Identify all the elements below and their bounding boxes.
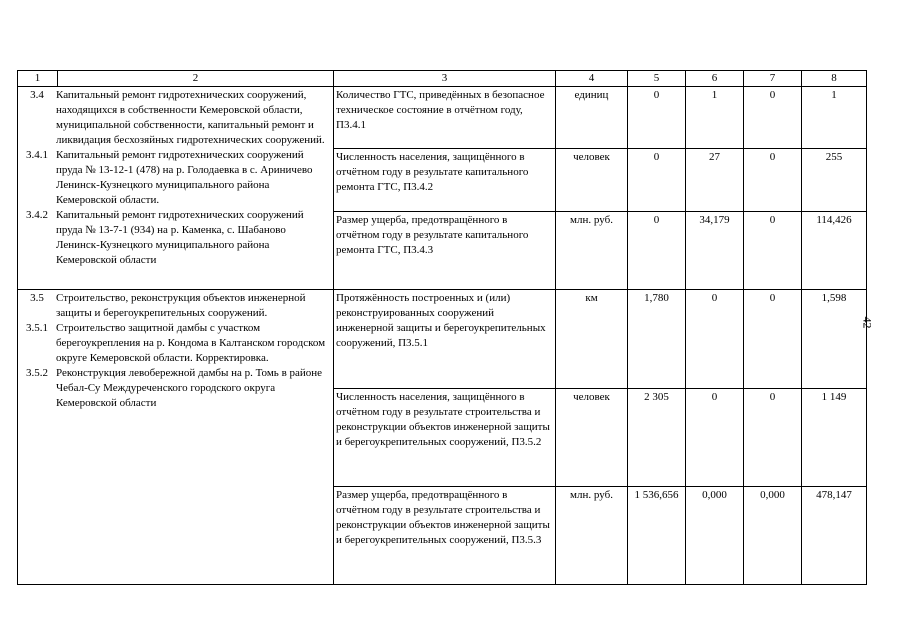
value-cell: 2 305	[628, 389, 686, 487]
header-cell: 8	[802, 71, 867, 87]
value-cell: 1	[686, 87, 744, 149]
item-text: Строительство, реконструкция объектов инженерной защиты и берегоукрепительных сооружений.	[56, 292, 306, 319]
header-cell: 1	[18, 71, 58, 87]
unit-cell: единиц	[556, 87, 628, 149]
value-cell: 27	[686, 149, 744, 212]
item-number: 3.5.1	[26, 322, 48, 334]
activity-item	[18, 291, 331, 321]
indicator-cell: Численность населения, защищённого в отчётном году в результате строительства и реконструкции объектов инженерной защиты и берегоукрепительных сооружений, П3.5.2	[334, 389, 556, 487]
value-cell: 0,000	[744, 487, 802, 585]
item-number: 3.5.2	[26, 367, 48, 379]
value-cell: 255	[802, 149, 867, 212]
table-row	[18, 290, 867, 389]
value-cell: 0	[628, 149, 686, 212]
value-cell: 0	[686, 389, 744, 487]
activity-item	[18, 208, 331, 268]
value-cell: 0	[744, 87, 802, 149]
item-number: 3.4.2	[26, 209, 48, 221]
unit-cell: млн. руб.	[556, 487, 628, 585]
value-cell: 0	[686, 290, 744, 389]
activity-item	[18, 366, 331, 411]
value-cell: 0	[628, 212, 686, 290]
item-text: Строительство защитной дамбы с участком берегоукрепления на р. Кондома в Калтанском городском округе Кемеровской области. Корректировка.	[56, 322, 326, 364]
value-cell: 0	[744, 290, 802, 389]
unit-cell: человек	[556, 149, 628, 212]
value-cell: 0	[744, 149, 802, 212]
value-cell: 0	[628, 87, 686, 149]
header-cell: 5	[628, 71, 686, 87]
value-cell: 1 536,656	[628, 487, 686, 585]
page-number: 42	[860, 316, 875, 329]
table-row	[18, 87, 867, 149]
activity-item	[18, 88, 331, 148]
header-row	[18, 71, 867, 87]
indicator-cell: Размер ущерба, предотвращённого в отчётном году в результате строительства и реконструкции объектов инженерной защиты и берегоукрепительных сооружений, П3.5.3	[334, 487, 556, 585]
item-text: Капитальный ремонт гидротехнических сооружений пруда № 13-7-1 (934) на р. Каменка, с. Шабаново Ленинск-Кузнецкого муниципального района Кемеровской области	[56, 209, 304, 266]
item-number: 3.4.1	[26, 149, 48, 161]
unit-cell: человек	[556, 389, 628, 487]
value-cell: 114,426	[802, 212, 867, 290]
value-cell: 0,000	[686, 487, 744, 585]
header-cell: 6	[686, 71, 744, 87]
item-text: Реконструкция левобережной дамбы на р. Томь в районе Чебал-Су Междуреченского городского округа Кемеровской области	[56, 367, 323, 409]
item-text: Капитальный ремонт гидротехнических сооружений пруда № 13-12-1 (478) на р. Голодаевка в с. Ариничево Ленинск-Кузнецкого муниципального района Кемеровской области.	[56, 149, 313, 206]
value-cell: 1,780	[628, 290, 686, 389]
value-cell: 1 149	[802, 389, 867, 487]
value-cell: 1	[802, 87, 867, 149]
activity-item	[18, 321, 331, 366]
header-cell: 2	[58, 71, 334, 87]
value-cell: 0	[744, 212, 802, 290]
activity-cell	[18, 290, 334, 585]
item-number: 3.4	[30, 89, 44, 101]
header-cell: 7	[744, 71, 802, 87]
unit-cell: км	[556, 290, 628, 389]
activity-cell	[18, 87, 334, 290]
value-cell: 1,598	[802, 290, 867, 389]
header-cell: 4	[556, 71, 628, 87]
indicator-cell: Количество ГТС, приведённых в безопасное техническое состояние в отчётном году, П3.4.1	[334, 87, 556, 149]
activity-item	[18, 148, 331, 208]
value-cell: 478,147	[802, 487, 867, 585]
value-cell: 34,179	[686, 212, 744, 290]
unit-cell: млн. руб.	[556, 212, 628, 290]
indicators-table	[17, 70, 867, 585]
item-text: Капитальный ремонт гидротехнических сооружений, находящихся в собственности Кемеровской области, муниципальной собственности, капитальный ремонт и ликвидация бесхозяйных гидротехнических сооружений.	[56, 89, 325, 146]
item-number: 3.5	[30, 292, 44, 304]
indicator-cell: Численность населения, защищённого в отчётном году в результате капитального ремонта ГТС, П3.4.2	[334, 149, 556, 212]
indicator-cell: Протяжённость построенных и (или) реконструированных сооружений инженерной защиты и берегоукрепительных сооружений, П3.5.1	[334, 290, 556, 389]
header-cell: 3	[334, 71, 556, 87]
indicator-cell: Размер ущерба, предотвращённого в отчётном году в результате капитального ремонта ГТС, П3.4.3	[334, 212, 556, 290]
value-cell: 0	[744, 389, 802, 487]
